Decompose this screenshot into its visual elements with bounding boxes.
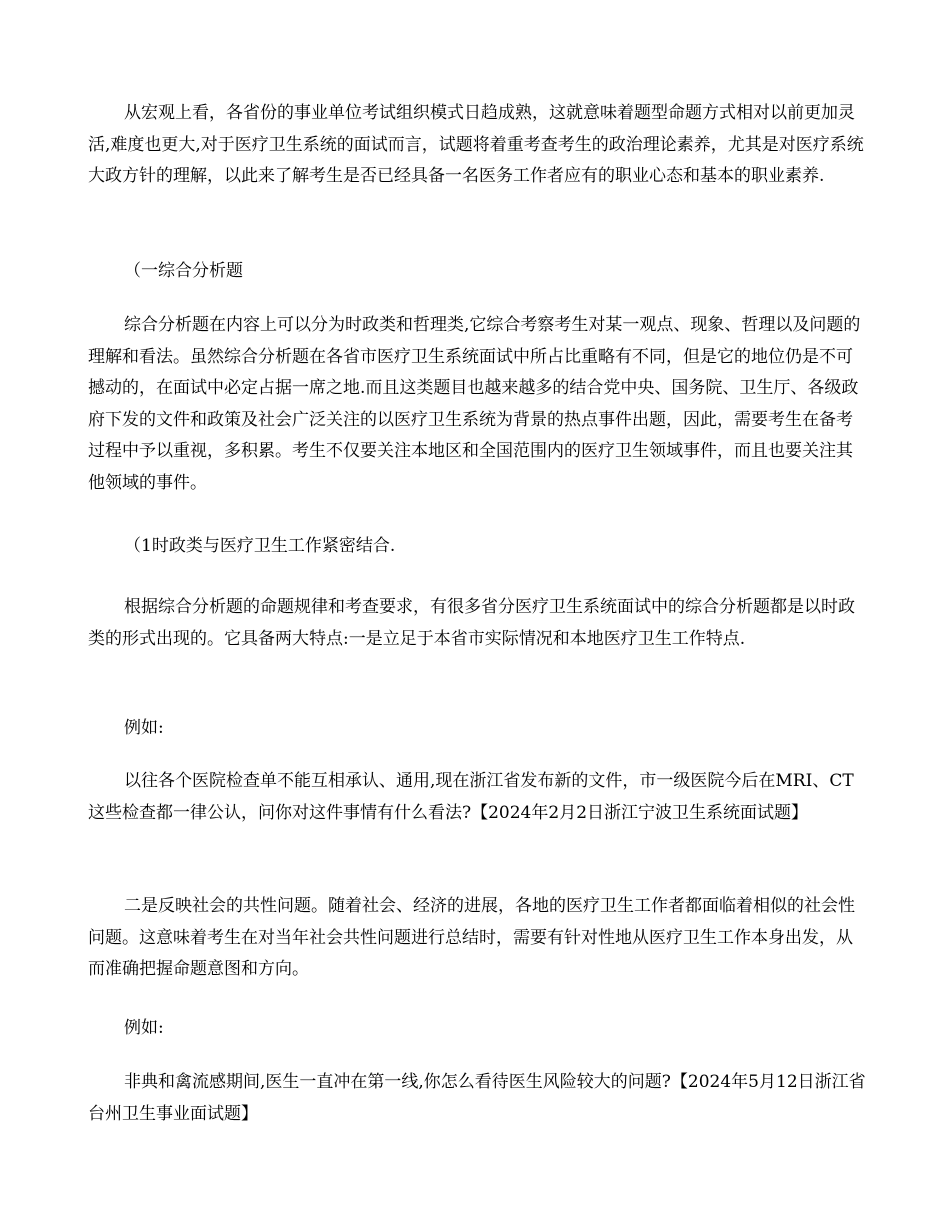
example-label-1: 例如: [124,718,164,738]
paragraph-example-1: 以往各个医院检查单不能互相承认、通用,现在浙江省发布新的文件，市一级医院今后在MRI、CT这些检查都一律公认，问你对这件事情有什么看法?【2024年2月2日浙江宁波卫生系统面试题】 [88,771,854,823]
section-heading-comprehensive-analysis: （一综合分析题 [124,261,243,281]
subsection-heading-current-affairs: （1时政类与医疗卫生工作紧密结合. [124,536,396,556]
paragraph-intro: 从宏观上看，各省份的事业单位考试组织模式日趋成熟，这就意味着题型命题方式相对以前更加灵活,难度也更大,对于医疗卫生系统的面试而言，试题将着重考查考生的政治理论素养，尤其是对医疗系统大政方针的理解，以此来了解考生是否已经具备一名医务工作者应有的职业心态和基本的职业素养. [88,103,864,186]
paragraph-example-2: 非典和禽流感期间,医生一直冲在第一线,你怎么看待医生风险较大的问题?【2024年5月12日浙江省台州卫生事业面试题】 [88,1072,866,1124]
example-label-2: 例如: [124,1018,164,1038]
paragraph-common-issues: 二是反映社会的共性问题。随着社会、经济的进展，各地的医疗卫生工作者都面临着相似的社会性问题。这意味着考生在对当年社会共性问题进行总结时，需要有针对性地从医疗卫生工作本身出发，从而准确把握命题意图和方向。 [88,896,855,979]
paragraph-comprehensive-analysis: 综合分析题在内容上可以分为时政类和哲理类,它综合考察考生对某一观点、现象、哲理以及问题的理解和看法。虽然综合分析题在各省市医疗卫生系统面试中所占比重略有不同，但是它的地位仍是不可撼动的，在面试中必定占据一席之地.而且这类题目也越来越多的结合党中央、国务院、卫生厅、各级政府下发的文件和政策及社会广泛关注的以医疗卫生系统为背景的热点事件出题，因此，需要考生在备考过程中予以重视，多积累。考生不仅要关注本地区和全国范围内的医疗卫生领域事件，而且也要关注其他领域的事件。 [88,315,861,493]
paragraph-current-affairs: 根据综合分析题的命题规律和考查要求，有很多省分医疗卫生系统面试中的综合分析题都是以时政类的形式出现的。它具备两大特点:一是立足于本省市实际情况和本地医疗卫生工作特点. [88,597,855,649]
